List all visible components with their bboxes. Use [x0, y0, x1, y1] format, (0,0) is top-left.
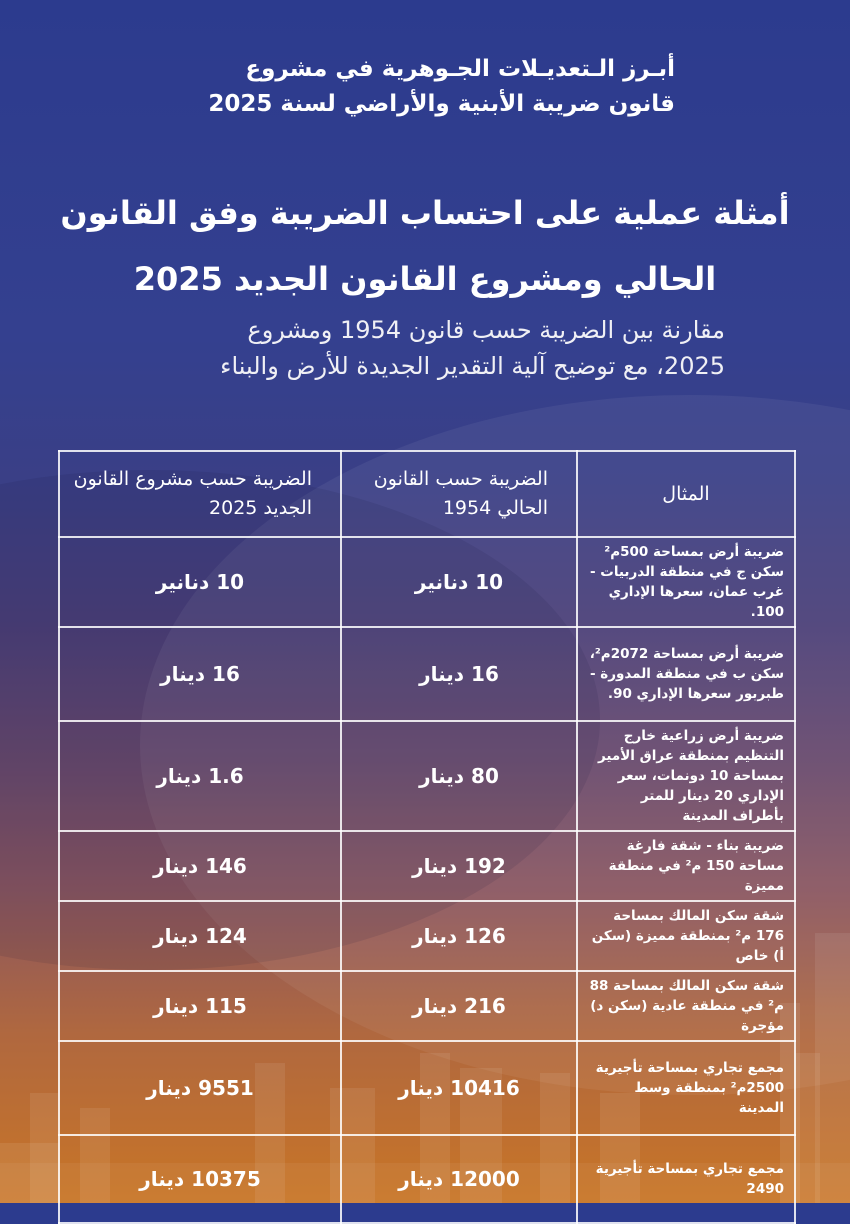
current-tax-cell: 192 دينار: [341, 831, 577, 901]
header-line-1: أبـرز الـتعديـلات الجـوهرية في مشروع: [245, 56, 675, 82]
example-cell: ضريبة أرض زراعية خارج التنظيم بمنطقة عراق الأمير بمساحة 10 دونمات، سعر الإداري 20 دينار للمتر بأطراف المدينة: [577, 721, 795, 831]
new-tax-cell: 16 دينار: [59, 627, 341, 721]
example-cell: مجمع تجاري بمساحة تأجيرية 2500م² بمنطقة وسط المدينة: [577, 1041, 795, 1135]
table-row: [59, 1041, 795, 1135]
new-tax-cell: 124 دينار: [59, 901, 341, 971]
current-tax-cell: 216 دينار: [341, 971, 577, 1041]
current-tax-cell: 126 دينار: [341, 901, 577, 971]
new-tax-cell: 10375 دينار: [59, 1135, 341, 1223]
current-tax-cell: 12000 دينار: [341, 1135, 577, 1223]
example-cell: ضريبة أرض بمساحة 500م² سكن ج في منطقة الدربيات - غرب عمان، سعرها الإداري 100.: [577, 537, 795, 627]
new-tax-cell: 146 دينار: [59, 831, 341, 901]
table-row: [59, 721, 795, 831]
subtitle-line-1: مقارنة بين الضريبة حسب قانون 1954 ومشروع: [247, 316, 725, 344]
comparison-table: [58, 450, 796, 1224]
subtitle: [60, 312, 725, 384]
table-row: [59, 901, 795, 971]
header-new-law: الضريبة حسب مشروع القانون الجديد 2025: [59, 451, 341, 537]
table-row: [59, 831, 795, 901]
current-tax-cell: 16 دينار: [341, 627, 577, 721]
new-tax-cell: 9551 دينار: [59, 1041, 341, 1135]
page-title: [40, 180, 810, 312]
example-cell: ضريبة بناء - شقة فارغة مساحة 150 م² في منطقة مميزة: [577, 831, 795, 901]
header-title: [115, 52, 675, 122]
example-cell: مجمع تجاري بمساحة تأجيرية 2490: [577, 1135, 795, 1223]
new-tax-cell: 10 دنانير: [59, 537, 341, 627]
table-header-row: [59, 451, 795, 537]
new-tax-cell: 115 دينار: [59, 971, 341, 1041]
new-tax-cell: 1.6 دينار: [59, 721, 341, 831]
page-title-line-1: أمثلة عملية على احتساب الضريبة وفق القانون: [60, 194, 790, 232]
example-cell: شقة سكن المالك بمساحة 176 م² بمنطقة مميزة (سكن أ) خاص: [577, 901, 795, 971]
table-row: [59, 537, 795, 627]
table-row: [59, 971, 795, 1041]
table-row: [59, 627, 795, 721]
example-cell: شقة سكن المالك بمساحة 88 م² في منطقة عادية (سكن د) مؤجرة: [577, 971, 795, 1041]
header-line-2: قانون ضريبة الأبنية والأراضي لسنة 2025: [208, 91, 675, 117]
header-current-law: الضريبة حسب القانون الحالي 1954: [341, 451, 577, 537]
current-tax-cell: 80 دينار: [341, 721, 577, 831]
current-tax-cell: 10 دنانير: [341, 537, 577, 627]
subtitle-line-2: 2025، مع توضيح آلية التقدير الجديدة للأرض والبناء: [220, 352, 725, 380]
page-title-line-2: الحالي ومشروع القانون الجديد 2025: [133, 260, 717, 298]
table-row: [59, 1135, 795, 1223]
current-tax-cell: 10416 دينار: [341, 1041, 577, 1135]
example-cell: ضريبة أرض بمساحة 2072م²، سكن ب في منطقة المدورة - طبربور سعرها الإداري 90.: [577, 627, 795, 721]
header-example: المثال: [577, 451, 795, 537]
